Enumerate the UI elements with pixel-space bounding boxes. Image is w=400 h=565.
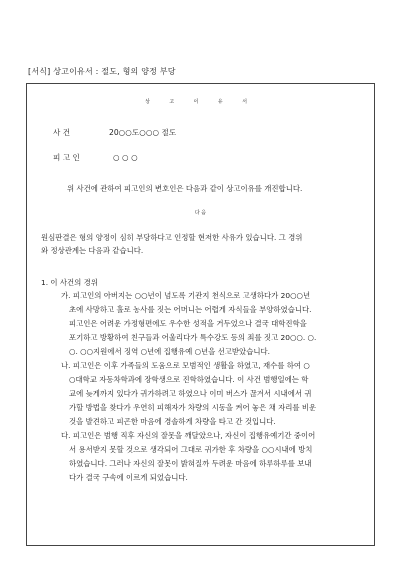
item-ga-line: 피고인은 어려운 가정형편에도 우수한 성적을 거두었으나 결국 대학진학을 bbox=[69, 319, 307, 328]
section-heading: 다 음 bbox=[194, 210, 207, 216]
item-da-line: 다. 피고인은 범행 직후 자신의 잘못을 깨달았으나, 자신이 집행유예기간 중이어 bbox=[61, 431, 316, 440]
item-na-line: 교에 늦게까지 있다가 귀가하려고 하였으나 이미 버스가 끊겨서 시내에서 귀 bbox=[69, 389, 312, 398]
item-ga-line: ○. ○○지원에서 징역 ○년에 집행유예 ○년을 선고받았습니다. bbox=[69, 347, 270, 356]
item-da-line: 다가 결국 구속에 이르게 되었습니다. bbox=[69, 473, 188, 482]
item-ga-line: 초에 사망하고 홀로 농사를 짓는 어머니는 어렵게 자식들을 부양하였습니다. bbox=[69, 305, 312, 314]
item-ga-line: 가. 피고인의 아버지는 ○○년이 넘도록 기관지 천식으로 고생하다가 20○○년 bbox=[61, 291, 311, 300]
section1-title: 1. 이 사건의 경위 bbox=[41, 278, 98, 287]
case-value: 20○○도○○○ 절도 bbox=[109, 128, 177, 137]
item-ga-line: 포기하고 방황하여 친구들과 어울리다가 특수강도 등의 죄를 짓고 20○○. ○. bbox=[69, 333, 317, 342]
document-title: 상 고 이 유 서 bbox=[145, 99, 256, 105]
item-na-line: ○대학교 자동차학과에 장학생으로 진학하였습니다. 이 사건 범행일에는 학 bbox=[69, 375, 309, 384]
item-na-line: 가할 방법을 찾다가 우연히 피해자가 차량의 시동을 켜어 놓은 채 자리를 비운 bbox=[69, 403, 317, 412]
defendant-value: ○ ○ ○ bbox=[113, 153, 138, 162]
item-na-line: 것을 발견하고 피곤한 마음에 경솔하게 차량을 타고 간 것입니다. bbox=[69, 417, 276, 426]
summary-line: 원심판결은 형의 양정이 심히 부당하다고 인정할 현저한 사유가 있습니다. 그 경위 bbox=[41, 233, 303, 242]
item-da-line: 하였습니다. 그러나 자신의 잘못이 밝혀질까 두려운 마음에 하루하루를 보내 bbox=[69, 459, 312, 468]
item-na-line: 나. 피고인은 이후 가족들의 도움으로 모범적인 생활을 하였고, 재수를 하여 ○ bbox=[61, 361, 310, 370]
summary-line: 와 정상관계는 다음과 같습니다. bbox=[41, 246, 144, 255]
item-da-line: 서 용서받지 못할 것으로 생각되어 그대로 귀가한 후 차량을 ○○시내에 방치 bbox=[69, 445, 313, 454]
intro-statement: 위 사건에 관하여 피고인의 변호인은 다음과 같이 상고이유를 개진합니다. bbox=[67, 184, 303, 193]
defendant-label: 피 고 인 bbox=[53, 153, 80, 162]
document-frame bbox=[26, 83, 375, 546]
case-label: 사 건 bbox=[53, 128, 71, 137]
form-header: [서식] 상고이유서 : 절도, 형의 양정 부당 bbox=[28, 67, 176, 76]
